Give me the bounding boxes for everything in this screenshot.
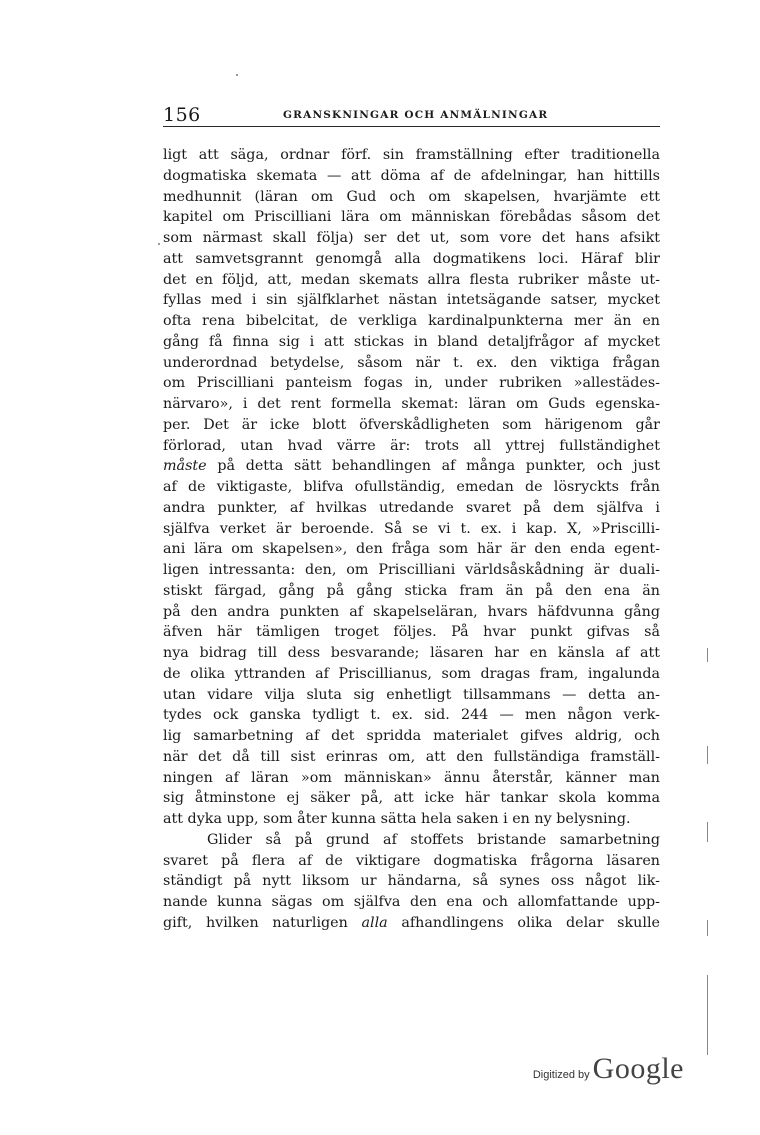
text-line: andra punkter, af hvilkas utredande svaret på dem själfva i (163, 499, 660, 516)
text-line: ständigt på nytt liksom ur händarna, så synes oss något lik- (163, 873, 660, 890)
text-line: ofta rena bibelcitat, de verkliga kardinalpunkterna mer än en (163, 313, 660, 329)
text-line: utan vidare vilja sluta sig enhetligt tillsammans — detta an- (163, 686, 660, 703)
text-line: på den andra punkten af skapelseläran, hvars häfdvunna gång (163, 603, 660, 620)
running-title: GRANSKNINGAR OCH ANMÄLNINGAR (283, 109, 549, 121)
text-line: Glider så på grund af stoffets bristande samarbetning (207, 831, 660, 848)
text-line: själfva verket är beroende. Så se vi t. ex. i kap. X, »Priscilli- (163, 520, 660, 537)
text-line: när det då till sist erinras om, att den fullständiga framställ- (163, 748, 660, 765)
text-line: sig åtminstone ej säker på, att icke här tankar skola komma (163, 790, 660, 807)
text-line: ligen intressanta: den, om Priscilliani världsåskådning är duali- (163, 562, 660, 578)
scan-dot (158, 243, 160, 245)
text-line: förlorad, utan hvad värre är: trots all yttrej fullständighet (163, 437, 660, 454)
text-line: närvaro», i det rent formella skemat: läran om Guds egenska- (163, 396, 660, 412)
text-line: ligt att säga, ordnar förf. sin framställning efter traditionella (163, 147, 660, 163)
page-number: 156 (163, 104, 201, 126)
text-line: äfven här tämligen troget följes. På hvar punkt gifvas så (163, 624, 660, 641)
text-line: ningen af läran »om människan» ännu återstår, känner man (163, 769, 660, 786)
text-line: lig samarbetning af det spridda materialet gifves aldrig, och (163, 728, 660, 744)
scan-margin-mark (707, 920, 708, 936)
scan-margin-mark (707, 822, 708, 842)
text-line: nya bidrag till dess besvarande; läsaren har en känsla af att (163, 645, 660, 661)
text-line: underordnad betydelse, såsom när t. ex. den viktiga frågan (163, 354, 660, 371)
text-line: att dyka upp, som åter kunna sätta hela saken i en ny belysning. (163, 811, 631, 827)
text-line: fyllas med i sin själfklarhet nästan intetsägande satser, mycket (163, 292, 660, 309)
google-logo: Google (592, 1052, 684, 1085)
text-line: om Priscilliani panteism fogas in, under rubriken »allestädes- (163, 375, 660, 392)
text-line: svaret på flera af de viktigare dogmatiska frågorna läsaren (163, 852, 660, 869)
text-line: gång få finna sig i att stickas in bland detaljfrågor af mycket (163, 333, 660, 350)
text-line: att samvetsgrannt genomgå alla dogmatikens loci. Häraf blir (163, 250, 660, 267)
text-line: måste på detta sätt behandlingen af många punkter, och just (163, 458, 660, 475)
google-watermark (533, 1052, 684, 1086)
emphasized-word: måste (163, 458, 207, 475)
text-line: nande kunna sägas om själfva den ena och allomfattande upp- (163, 894, 660, 910)
text-line: gift, hvilken naturligen alla afhandlingens olika delar skulle (163, 914, 660, 931)
text-line: medhunnit (läran om Gud och om skapelsen, hvarjämte ett (163, 188, 660, 205)
scan-dot (236, 74, 238, 76)
text-line: de olika yttranden af Priscillianus, som dragas fram, ingalunda (163, 665, 660, 682)
scan-margin-mark (707, 746, 708, 764)
text-line: dogmatiska skemata — att döma af de afdelningar, han hittills (163, 167, 660, 184)
body-text (163, 145, 660, 934)
page-header (163, 100, 660, 127)
text-line: per. Det är icke blott öfverskådligheten som härigenom går (163, 416, 660, 433)
text-line: tydes ock ganska tydligt t. ex. sid. 244 — men någon verk- (163, 707, 660, 724)
emphasized-word: alla (361, 914, 388, 931)
text-line: ani lära om skapelsen», den fråga som här är den enda egent- (163, 541, 660, 558)
text-line: af de viktigaste, blifva ofullständig, emedan de lösryckts från (163, 479, 660, 495)
text-line: det en följd, att, medan skemats allra flesta rubriker måste ut- (163, 271, 660, 288)
text-line: som närmast skall följa) ser det ut, som vore det hans afsikt (163, 230, 660, 246)
scan-margin-mark (707, 975, 708, 1055)
text-line: stiskt färgad, gång på gång sticka fram än på den ena än (163, 582, 660, 599)
watermark-prefix: Digitized by (532, 1069, 590, 1081)
scan-margin-mark (707, 648, 708, 662)
text-line: kapitel om Priscilliani lära om människan förebådas såsom det (163, 209, 660, 226)
